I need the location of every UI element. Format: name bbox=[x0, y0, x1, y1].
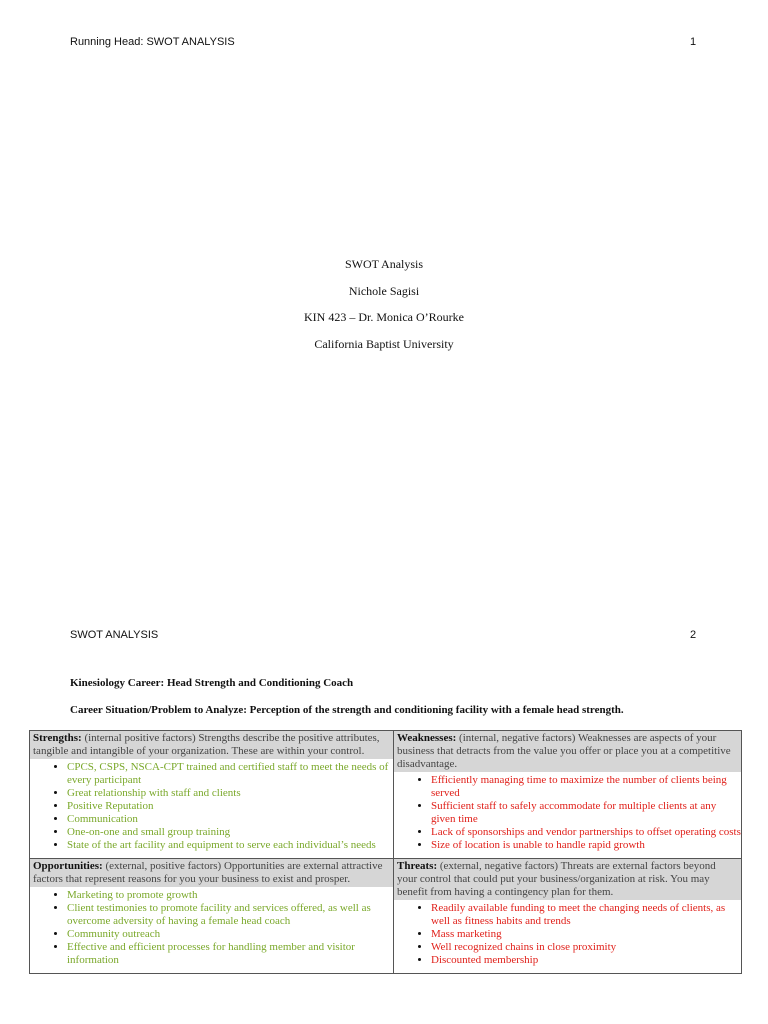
institution: California Baptist University bbox=[314, 337, 454, 351]
running-head-2: SWOT ANALYSIS bbox=[70, 629, 159, 641]
list-item: • One-on-one and small group training bbox=[67, 826, 393, 839]
threats-list bbox=[394, 902, 741, 967]
course-info: KIN 423 – Dr. Monica O’Rourke bbox=[304, 310, 464, 324]
page-number-2: 2 bbox=[690, 629, 697, 641]
list-item: • Efficiently managing time to maximize the number of clients being served bbox=[431, 774, 741, 800]
threats-cell bbox=[394, 859, 742, 974]
strengths-list bbox=[30, 761, 393, 852]
list-item: • State of the art facility and equipment to serve each individual’s needs bbox=[67, 839, 393, 852]
list-item: • Lack of sponsorships and vendor partnerships to offset operating costs bbox=[431, 826, 741, 839]
author-name: Nichole Sagisi bbox=[348, 284, 420, 298]
strengths-header: Strengths: (internal positive factors) Strengths describe the positive attributes, tangible and intangible of your organization. These are within your control. bbox=[30, 731, 393, 759]
threats-header: Threats: (external, negative factors) Threats are external factors beyond your control that could put your business/organization at risk. You may benefit from having a contingency plan for them. bbox=[394, 859, 741, 900]
weaknesses-cell bbox=[394, 731, 742, 859]
list-item: • Discounted membership bbox=[431, 954, 741, 967]
list-item: • Marketing to promote growth bbox=[67, 889, 393, 902]
list-item: • Sufficient staff to safely accommodate for multiple clients at any given time bbox=[431, 800, 741, 826]
list-item: • Community outreach bbox=[67, 928, 393, 941]
situation-heading: Career Situation/Problem to Analyze: Perception of the strength and conditioning facility with a female head strength. bbox=[70, 704, 624, 716]
weaknesses-header: Weaknesses: (internal, negative factors) Weaknesses are aspects of your business that detracts from the value you offer or place you at a competitive disadvantage. bbox=[394, 731, 741, 772]
swot-table bbox=[29, 730, 742, 974]
list-item: • CPCS, CSPS, NSCA-CPT trained and certified staff to meet the needs of every participant bbox=[67, 761, 393, 787]
opportunities-list bbox=[30, 889, 393, 967]
list-item: • Great relationship with staff and clients bbox=[67, 787, 393, 800]
list-item: • Well recognized chains in close proximity bbox=[431, 941, 741, 954]
page-number: 1 bbox=[690, 36, 697, 48]
opportunities-header: Opportunities: (external, positive factors) Opportunities are external attractive factors that represent reasons for you your business to exist and prosper. bbox=[30, 859, 393, 887]
opportunities-cell bbox=[30, 859, 394, 974]
list-item: • Effective and efficient processes for handling member and visitor information bbox=[67, 941, 393, 967]
list-item: • Client testimonies to promote facility and services offered, as well as overcome adversity of having a female head coach bbox=[67, 902, 393, 928]
career-heading: Kinesiology Career: Head Strength and Conditioning Coach bbox=[70, 677, 354, 689]
list-item: • Positive Reputation bbox=[67, 800, 393, 813]
running-head: Running Head: SWOT ANALYSIS bbox=[70, 36, 235, 48]
list-item: • Readily available funding to meet the changing needs of clients, as well as fitness habits and trends bbox=[431, 902, 741, 928]
list-item: • Communication bbox=[67, 813, 393, 826]
list-item: • Size of location is unable to handle rapid growth bbox=[431, 839, 741, 852]
weaknesses-list bbox=[394, 774, 741, 852]
document-title: SWOT Analysis bbox=[344, 257, 424, 271]
list-item: • Mass marketing bbox=[431, 928, 741, 941]
strengths-cell bbox=[30, 731, 394, 859]
